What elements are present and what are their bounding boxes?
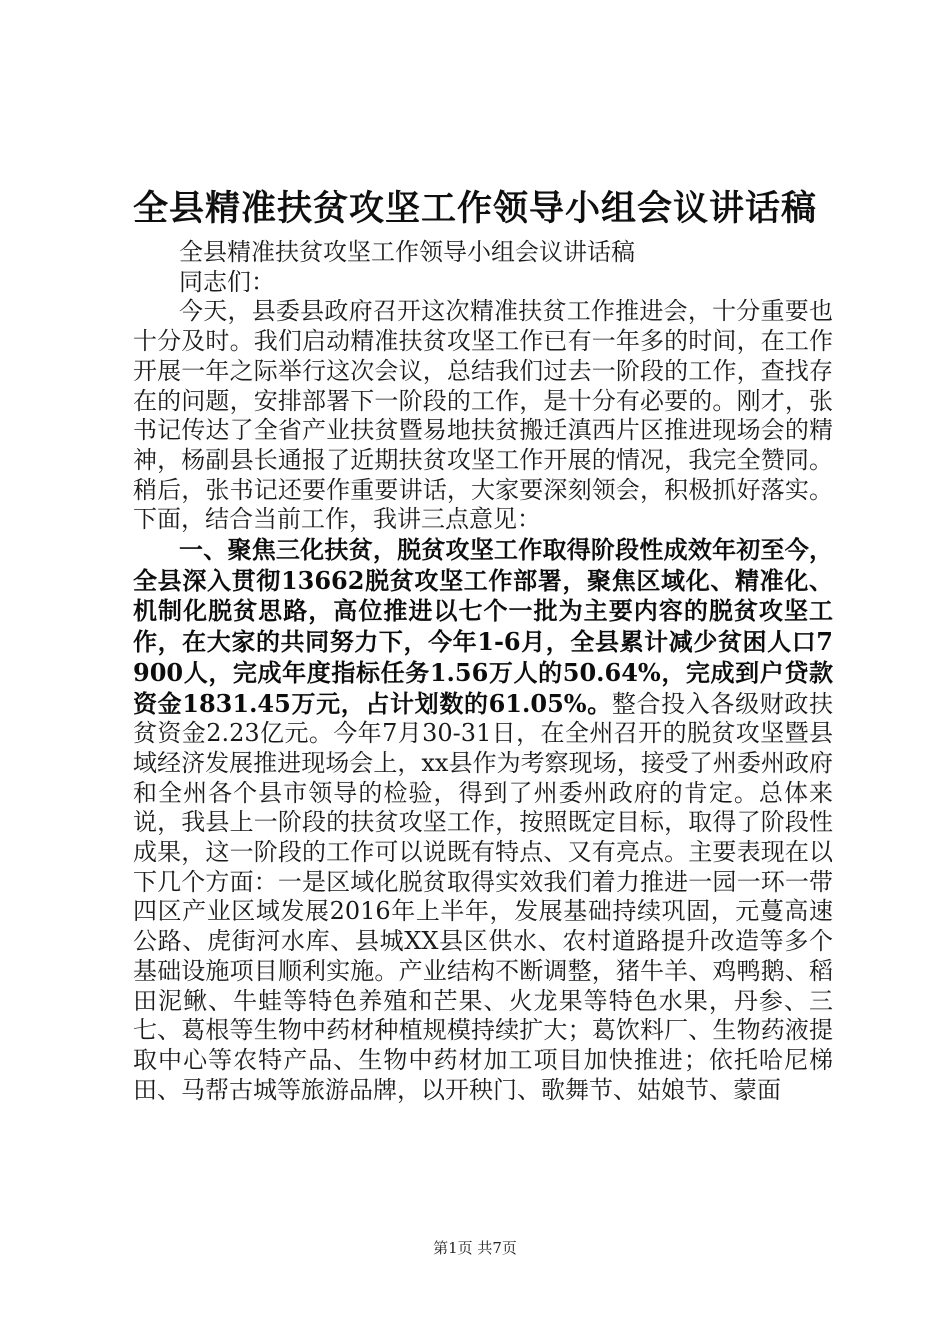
section-one-body: 整合投入各级财政扶贫资金2.23亿元。今年7月30-31日，在全州召开的脱贫攻坚暨县域经济发展推进现场会上，xx县作为考察现场，接受了州委州政府和全州各个县市领导的检验，得到了州委州政府的肯定。总体来说，我县上一阶段的扶贫攻坚工作，按照既定目标，取得了阶段性成果，这一阶段的工作可以说既有特点、又有亮点。主要表现在以下几个方面：一是区域化脱贫取得实效我们着力推进一园一环一带四区产业区域发展2016年上半年，发展基础持续巩固，元蔓高速公路、虎街河水库、县城XX县区供水、农村道路提升改造等多个基础设施项目顺利实施。产业结构不断调整，猪牛羊、鸡鸭鹅、稻田泥鳅、牛蛙等特色养殖和芒果、火龙果等特色水果，丹参、三七、葛根等生物中药材种植规模持续扩大；葛饮料厂、生物药液提取中心等农特产品、生物中药材加工项目加快推进；依托哈尼梯田、马帮古城等旅游品牌，以开秧门、歌舞节、姑娘节、蒙面	[133, 689, 833, 1104]
greeting: 同志们：	[179, 267, 275, 296]
document-subtitle: 全县精准扶贫攻坚工作领导小组会议讲话稿	[179, 238, 635, 266]
page-indicator: 第1页 共7页	[433, 1239, 517, 1257]
paragraph-opening: 今天，县委县政府召开这次精准扶贫工作推进会，十分重要也十分及时。我们启动精准扶贫攻坚工作已有一年多的时间，在工作开展一年之际举行这次会议，总结我们过去一阶段的工作，查找存在的问题，安排部署下一阶段的工作，是十分有必要的。刚才，张书记传达了全省产业扶贫暨易地扶贫搬迁滇西片区推进现场会的精神，杨副县长通报了近期扶贫攻坚工作开展的情况，我完全赞同。稍后，张书记还要作重要讲话，大家要深刻领会，积极抓好落实。下面，结合当前工作，我讲三点意见：	[133, 297, 833, 534]
document-title: 全县精准扶贫攻坚工作领导小组会议讲话稿	[132, 188, 817, 229]
paragraph-section-one	[133, 535, 833, 1105]
document-body	[133, 238, 833, 1105]
section-one-heading: 一、聚焦三化扶贫，脱贫攻坚工作取得阶段性成效年初至今，全县深入贯彻13662脱贫攻坚工作部署，聚焦区域化、精准化、机制化脱贫思路，高位推进以七个一批为主要内容的脱贫攻坚工作，在大家的共同努力下，今年1-6月，全县累计减少贫困人口7900人，完成年度指标任务1.56万人的50.64%，完成到户贷款资金1831.45万元，占计划数的61.05%。	[133, 535, 833, 718]
